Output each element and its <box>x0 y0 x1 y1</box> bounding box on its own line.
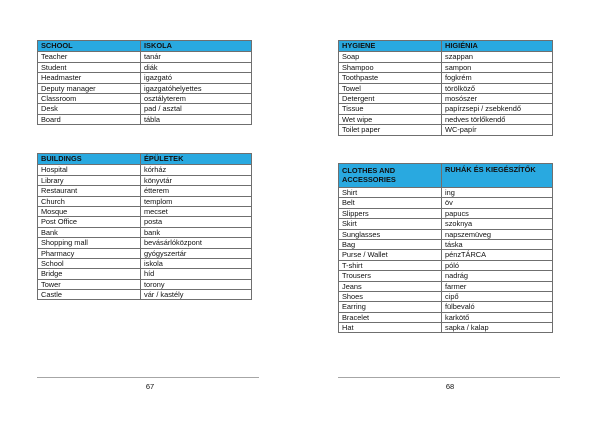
english-term: Trousers <box>339 271 442 281</box>
header-line-2: ACCESSORIES <box>342 174 396 184</box>
table-row <box>339 323 553 333</box>
english-term: Toilet paper <box>339 125 442 135</box>
english-term: Bag <box>339 239 442 249</box>
table-row <box>339 104 553 114</box>
hungarian-term: posta <box>141 217 252 227</box>
english-term: T-shirt <box>339 260 442 270</box>
hungarian-term: pad / asztal <box>141 104 252 114</box>
table-row <box>38 93 252 103</box>
hungarian-term: tábla <box>141 114 252 124</box>
english-term: School <box>38 258 141 268</box>
table-row <box>339 312 553 322</box>
english-term: Headmaster <box>38 73 141 83</box>
hungarian-term: gyógyszertár <box>141 248 252 258</box>
hungarian-term: tanár <box>141 52 252 62</box>
english-term: Toothpaste <box>339 73 442 83</box>
hungarian-term: diák <box>141 62 252 72</box>
english-term: Earring <box>339 302 442 312</box>
hungarian-term: törölköző <box>442 83 553 93</box>
english-term: Mosque <box>38 206 141 216</box>
hungarian-term: vár / kastély <box>141 290 252 300</box>
header-cell-english: BUILDINGS <box>38 154 141 165</box>
hungarian-term: karkötő <box>442 312 553 322</box>
table-row <box>339 52 553 62</box>
table-row <box>38 227 252 237</box>
english-term: Shirt <box>339 188 442 198</box>
hungarian-term: igazgatóhelyettes <box>141 83 252 93</box>
table-row <box>339 302 553 312</box>
english-term: Towel <box>339 83 442 93</box>
table-row <box>38 175 252 185</box>
english-term: Shoes <box>339 291 442 301</box>
table-row <box>339 291 553 301</box>
page-number-right: 68 <box>445 382 455 391</box>
english-term: Classroom <box>38 93 141 103</box>
table-row <box>339 239 553 249</box>
hungarian-term: farmer <box>442 281 553 291</box>
english-term: Bracelet <box>339 312 442 322</box>
hungarian-term: bank <box>141 227 252 237</box>
english-term: Bridge <box>38 269 141 279</box>
table-row <box>38 114 252 124</box>
english-term: Sunglasses <box>339 229 442 239</box>
hungarian-term: nedves törlőkendő <box>442 114 553 124</box>
header-cell-hungarian: ISKOLA <box>141 41 252 52</box>
hungarian-term: póló <box>442 260 553 270</box>
hungarian-term: pénzTÁRCA <box>442 250 553 260</box>
english-term: Detergent <box>339 93 442 103</box>
hungarian-term: öv <box>442 198 553 208</box>
english-term: Belt <box>339 198 442 208</box>
hungarian-term: mosószer <box>442 93 553 103</box>
footer-rule-left <box>37 377 259 378</box>
table-row <box>38 206 252 216</box>
english-term: Pharmacy <box>38 248 141 258</box>
english-term: Soap <box>339 52 442 62</box>
header-cell-hungarian <box>442 164 553 188</box>
hungarian-term: iskola <box>141 258 252 268</box>
english-term: Skirt <box>339 219 442 229</box>
table-header-row <box>38 41 252 52</box>
english-term: Board <box>38 114 141 124</box>
table-row <box>38 196 252 206</box>
table-row <box>339 281 553 291</box>
header-cell-hungarian: ÉPÜLETEK <box>141 154 252 165</box>
header-cell-english: SCHOOL <box>38 41 141 52</box>
table-row <box>38 52 252 62</box>
table-row <box>339 219 553 229</box>
hungarian-term: fogkrém <box>442 73 553 83</box>
hungarian-term: szappan <box>442 52 553 62</box>
english-term: Hospital <box>38 165 141 175</box>
english-term: Tower <box>38 279 141 289</box>
table-header-row <box>38 154 252 165</box>
english-term: Castle <box>38 290 141 300</box>
buildings-table <box>37 153 252 300</box>
hungarian-term: kórház <box>141 165 252 175</box>
table-row <box>38 238 252 248</box>
english-term: Shopping mall <box>38 238 141 248</box>
table-row <box>38 83 252 93</box>
hungarian-term: napszemüveg <box>442 229 553 239</box>
english-term: Jeans <box>339 281 442 291</box>
table-row <box>339 229 553 239</box>
table-row <box>339 208 553 218</box>
english-term: Church <box>38 196 141 206</box>
hungarian-term: papírzsepi / zsebkendő <box>442 104 553 114</box>
table-row <box>339 83 553 93</box>
header-cell-english <box>339 164 442 188</box>
english-term: Bank <box>38 227 141 237</box>
hungarian-term: ing <box>442 188 553 198</box>
header-line-1: RUHÁK ÉS KIEGÉSZÍTŐK <box>445 165 536 174</box>
english-term: Tissue <box>339 104 442 114</box>
hungarian-term: WC-papír <box>442 125 553 135</box>
table-row <box>38 73 252 83</box>
table-row <box>38 290 252 300</box>
table-row <box>339 73 553 83</box>
table-row <box>339 260 553 270</box>
hungarian-term: táska <box>442 239 553 249</box>
english-term: Desk <box>38 104 141 114</box>
hungarian-term: torony <box>141 279 252 289</box>
hungarian-term: bevásárlóközpont <box>141 238 252 248</box>
english-term: Post Office <box>38 217 141 227</box>
hungarian-term: sampon <box>442 62 553 72</box>
english-term: Student <box>38 62 141 72</box>
table-row <box>339 250 553 260</box>
hungarian-term: nadrág <box>442 271 553 281</box>
clothes-table <box>338 163 553 333</box>
hungarian-term: könyvtár <box>141 175 252 185</box>
table-row <box>38 217 252 227</box>
hungarian-term: osztályterem <box>141 93 252 103</box>
table-header-row <box>339 41 553 52</box>
header-cell-hungarian: HIGIÉNIA <box>442 41 553 52</box>
table-row <box>339 188 553 198</box>
hungarian-term: igazgató <box>141 73 252 83</box>
table-row <box>339 93 553 103</box>
hungarian-term: cipő <box>442 291 553 301</box>
english-term: Slippers <box>339 208 442 218</box>
table-row <box>38 269 252 279</box>
english-term: Library <box>38 175 141 185</box>
english-term: Purse / Wallet <box>339 250 442 260</box>
table-row <box>339 125 553 135</box>
table-row <box>38 258 252 268</box>
table-row <box>339 198 553 208</box>
english-term: Restaurant <box>38 186 141 196</box>
english-term: Shampoo <box>339 62 442 72</box>
hygiene-table <box>338 40 553 136</box>
hungarian-term: híd <box>141 269 252 279</box>
header-line-1: CLOTHES AND <box>342 165 396 175</box>
table-row <box>38 104 252 114</box>
table-row <box>339 114 553 124</box>
table-row <box>38 279 252 289</box>
english-term: Hat <box>339 323 442 333</box>
table-row <box>38 165 252 175</box>
hungarian-term: étterem <box>141 186 252 196</box>
table-header-row <box>339 164 553 188</box>
hungarian-term: fülbevaló <box>442 302 553 312</box>
header-cell-english: HYGIENE <box>339 41 442 52</box>
table-row <box>38 186 252 196</box>
hungarian-term: sapka / kalap <box>442 323 553 333</box>
hungarian-term: mecset <box>141 206 252 216</box>
page-number-left: 67 <box>145 382 155 391</box>
footer-rule-right <box>338 377 560 378</box>
english-term: Teacher <box>38 52 141 62</box>
table-row <box>38 62 252 72</box>
table-row <box>339 271 553 281</box>
table-row <box>339 62 553 72</box>
hungarian-term: templom <box>141 196 252 206</box>
hungarian-term: papucs <box>442 208 553 218</box>
hungarian-term: szoknya <box>442 219 553 229</box>
english-term: Deputy manager <box>38 83 141 93</box>
english-term: Wet wipe <box>339 114 442 124</box>
school-table <box>37 40 252 125</box>
table-row <box>38 248 252 258</box>
